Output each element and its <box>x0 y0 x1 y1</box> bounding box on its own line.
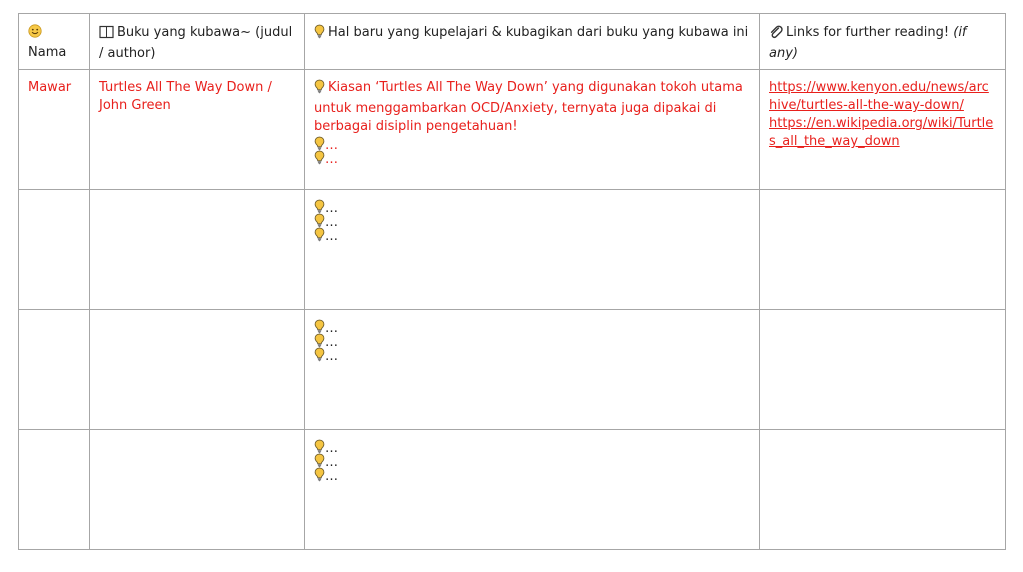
cell-nama[interactable] <box>19 190 90 310</box>
header-row <box>19 14 1006 70</box>
hal-baru-text: Kiasan ‘Turtles All The Way Down’ yang digunakan tokoh utama untuk menggambarkan OCD/Anxiety, ternyata juga dipakai di berbagai disiplin pengetahuan! <box>314 80 743 134</box>
bullet-text: … <box>325 321 338 336</box>
lightbulb-icon <box>314 467 325 486</box>
cell-buku: Turtles All The Way Down / John Green <box>90 70 305 190</box>
bullet-item <box>314 199 750 216</box>
cell-nama: Mawar <box>19 70 90 190</box>
bullet-text: … <box>325 201 338 216</box>
bullet-item <box>314 333 750 350</box>
bullet-item <box>314 347 750 364</box>
bullet-item <box>314 467 750 484</box>
cell-hal-baru <box>305 70 760 190</box>
cell-buku[interactable] <box>90 310 305 430</box>
cell-hal-baru[interactable] <box>305 190 760 310</box>
cell-links[interactable] <box>760 190 1006 310</box>
bullet-text: … <box>325 229 338 244</box>
bullet-item <box>314 227 750 244</box>
bullet-item <box>314 213 750 230</box>
bullet-text: … <box>325 335 338 350</box>
lightbulb-icon <box>314 227 325 246</box>
header-hal-baru-label: Hal baru yang kupelajari & kubagikan dari buku yang kubawa ini <box>328 25 749 40</box>
bullet-text: … <box>325 152 338 167</box>
cell-nama[interactable] <box>19 310 90 430</box>
bullet-item <box>314 136 750 153</box>
header-links <box>760 14 1006 70</box>
header-nama <box>19 14 90 70</box>
lightbulb-icon <box>314 24 325 45</box>
open-book-icon <box>99 25 114 45</box>
header-hal-baru <box>305 14 760 70</box>
header-nama-label: Nama <box>28 45 67 60</box>
header-links-label: Links for further reading! <box>786 25 950 40</box>
link-wikipedia[interactable]: https://en.wikipedia.org/wiki/Turtles_all_the_way_down <box>769 116 994 149</box>
header-buku <box>90 14 305 70</box>
lightbulb-icon <box>314 347 325 366</box>
smile-icon <box>28 24 80 44</box>
bullet-text: … <box>325 138 338 153</box>
bullet-text: … <box>325 215 338 230</box>
bullet-item <box>314 453 750 470</box>
cell-links <box>760 70 1006 190</box>
table-row <box>19 430 1006 550</box>
cell-links[interactable] <box>760 310 1006 430</box>
reading-table <box>18 13 1006 550</box>
bullet-item <box>314 150 750 167</box>
bullet-text: … <box>325 349 338 364</box>
bullet-item <box>314 319 750 336</box>
lightbulb-icon <box>314 150 325 169</box>
cell-hal-baru[interactable] <box>305 430 760 550</box>
bullet-text: … <box>325 469 338 484</box>
cell-nama[interactable] <box>19 430 90 550</box>
cell-buku[interactable] <box>90 430 305 550</box>
lightbulb-icon <box>314 79 325 100</box>
table-row <box>19 70 1006 190</box>
header-links-note: (if any) <box>769 25 967 61</box>
table-row <box>19 190 1006 310</box>
bullet-item <box>314 439 750 456</box>
table-row <box>19 310 1006 430</box>
cell-hal-baru[interactable] <box>305 310 760 430</box>
cell-links[interactable] <box>760 430 1006 550</box>
cell-buku[interactable] <box>90 190 305 310</box>
paperclip-icon <box>769 25 783 45</box>
header-buku-label: Buku yang kubawa~ (judul / author) <box>99 25 293 61</box>
bullet-text: … <box>325 441 338 456</box>
bullet-text: … <box>325 455 338 470</box>
link-kenyon[interactable]: https://www.kenyon.edu/news/archive/turtles-all-the-way-down/ <box>769 80 989 113</box>
